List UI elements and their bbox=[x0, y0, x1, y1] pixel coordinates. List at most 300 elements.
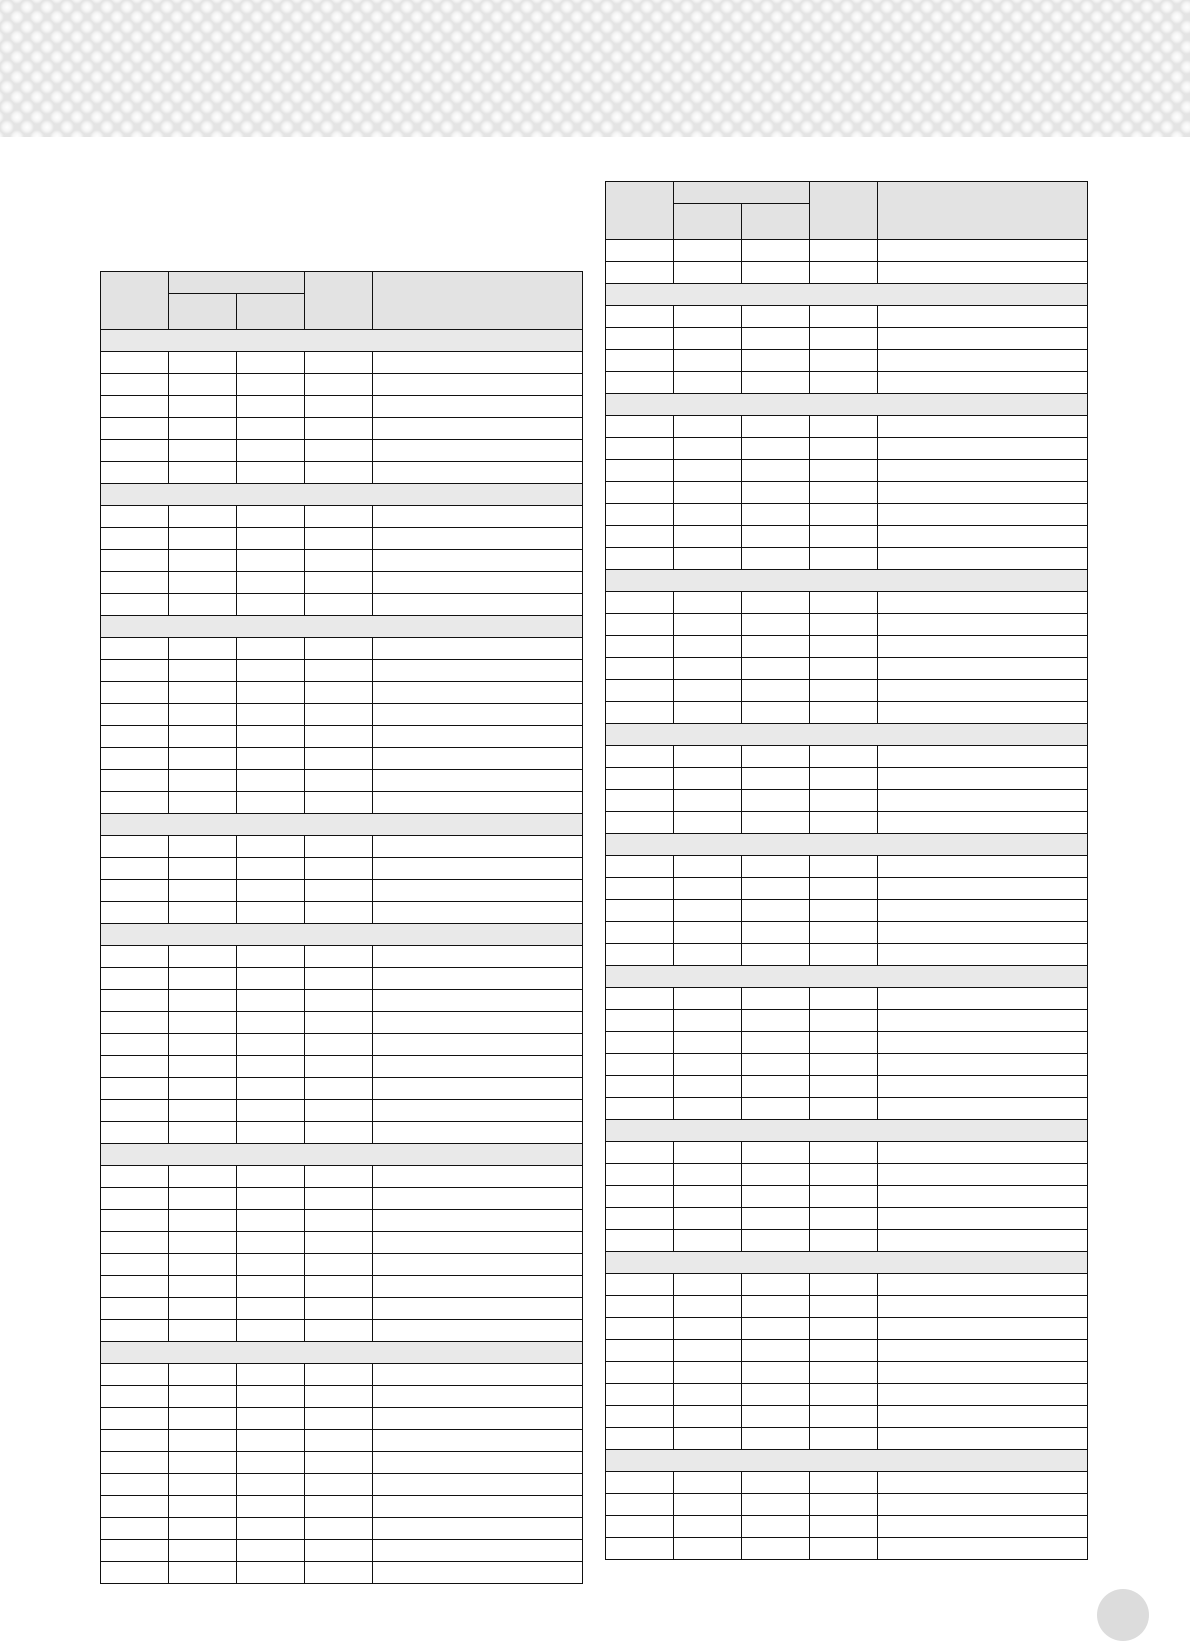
table-cell bbox=[305, 352, 373, 374]
table-cell bbox=[606, 680, 674, 702]
table-cell bbox=[742, 1406, 810, 1428]
category-row bbox=[606, 284, 1088, 306]
table-row bbox=[606, 1340, 1088, 1362]
table-row bbox=[101, 946, 583, 968]
table-row bbox=[606, 1032, 1088, 1054]
table-cell bbox=[169, 858, 237, 880]
table-cell bbox=[674, 438, 742, 460]
table-cell bbox=[674, 658, 742, 680]
table-cell bbox=[169, 660, 237, 682]
table-cell bbox=[810, 922, 878, 944]
table-cell bbox=[674, 1230, 742, 1252]
table-cell bbox=[810, 372, 878, 394]
table-cell bbox=[169, 440, 237, 462]
table-cell bbox=[606, 328, 674, 350]
table-cell bbox=[237, 506, 305, 528]
table-cell bbox=[169, 374, 237, 396]
table-cell bbox=[101, 946, 169, 968]
table-cell bbox=[878, 1208, 1088, 1230]
table-cell bbox=[606, 878, 674, 900]
table-cell bbox=[305, 506, 373, 528]
table-cell bbox=[101, 396, 169, 418]
table-row bbox=[101, 528, 583, 550]
table-cell bbox=[674, 944, 742, 966]
table-cell bbox=[674, 768, 742, 790]
category-row bbox=[606, 966, 1088, 988]
table-cell bbox=[373, 748, 583, 770]
table-cell bbox=[810, 988, 878, 1010]
table-cell bbox=[810, 1340, 878, 1362]
table-cell bbox=[373, 880, 583, 902]
category-cell bbox=[606, 966, 1088, 988]
category-cell bbox=[606, 570, 1088, 592]
table-cell bbox=[810, 944, 878, 966]
category-row bbox=[101, 924, 583, 946]
table-body bbox=[101, 330, 583, 1584]
table-cell bbox=[373, 572, 583, 594]
table-cell bbox=[742, 1516, 810, 1538]
table-cell bbox=[373, 1012, 583, 1034]
category-cell bbox=[606, 284, 1088, 306]
table-cell bbox=[742, 1538, 810, 1560]
table-cell bbox=[101, 528, 169, 550]
table-cell bbox=[674, 702, 742, 724]
table-cell bbox=[878, 1516, 1088, 1538]
table-cell bbox=[606, 1186, 674, 1208]
table-cell bbox=[305, 1188, 373, 1210]
table-cell bbox=[101, 770, 169, 792]
page-number-badge bbox=[1097, 1589, 1149, 1641]
table-cell bbox=[606, 944, 674, 966]
table-row bbox=[606, 856, 1088, 878]
category-row bbox=[606, 394, 1088, 416]
table-row bbox=[101, 1562, 583, 1584]
table-cell bbox=[305, 1078, 373, 1100]
table-cell bbox=[878, 614, 1088, 636]
table-cell bbox=[305, 462, 373, 484]
table-cell bbox=[169, 1496, 237, 1518]
table-cell bbox=[101, 1034, 169, 1056]
table-cell bbox=[606, 636, 674, 658]
table-row bbox=[101, 1078, 583, 1100]
table-cell bbox=[810, 1318, 878, 1340]
table-cell bbox=[810, 482, 878, 504]
table-cell bbox=[101, 880, 169, 902]
table-cell bbox=[742, 482, 810, 504]
table-cell bbox=[169, 1430, 237, 1452]
table-cell bbox=[742, 350, 810, 372]
table-cell bbox=[101, 858, 169, 880]
table-cell bbox=[742, 1494, 810, 1516]
table-cell bbox=[674, 1494, 742, 1516]
table-cell bbox=[674, 988, 742, 1010]
table-cell bbox=[373, 506, 583, 528]
table-cell bbox=[373, 638, 583, 660]
table-cell bbox=[305, 1430, 373, 1452]
parameter-table-left bbox=[100, 271, 583, 1584]
category-cell bbox=[606, 394, 1088, 416]
table-cell bbox=[169, 1232, 237, 1254]
table-cell bbox=[373, 1232, 583, 1254]
table-row bbox=[101, 682, 583, 704]
table-cell bbox=[373, 550, 583, 572]
table-cell bbox=[373, 1386, 583, 1408]
table-cell bbox=[810, 262, 878, 284]
table-cell bbox=[742, 1274, 810, 1296]
table-cell bbox=[305, 858, 373, 880]
table-cell bbox=[373, 1320, 583, 1342]
table-cell bbox=[674, 504, 742, 526]
table-cell bbox=[810, 768, 878, 790]
table-cell bbox=[878, 306, 1088, 328]
table-row bbox=[101, 1034, 583, 1056]
table-cell bbox=[810, 1362, 878, 1384]
table-row bbox=[606, 658, 1088, 680]
table-row bbox=[606, 482, 1088, 504]
table-cell bbox=[674, 900, 742, 922]
table-row bbox=[101, 1100, 583, 1122]
table-cell bbox=[606, 592, 674, 614]
table-row bbox=[606, 1362, 1088, 1384]
category-row bbox=[606, 1120, 1088, 1142]
table-row bbox=[606, 1472, 1088, 1494]
table-cell bbox=[742, 1076, 810, 1098]
table-cell bbox=[373, 704, 583, 726]
table-cell bbox=[878, 702, 1088, 724]
table-cell bbox=[373, 528, 583, 550]
table-cell bbox=[742, 1428, 810, 1450]
table-cell bbox=[742, 1054, 810, 1076]
table-cell bbox=[742, 460, 810, 482]
table-row bbox=[606, 1516, 1088, 1538]
table-cell bbox=[373, 1166, 583, 1188]
table-cell bbox=[878, 240, 1088, 262]
table-cell bbox=[237, 1298, 305, 1320]
table-row bbox=[606, 944, 1088, 966]
table-row bbox=[101, 418, 583, 440]
table-cell bbox=[674, 482, 742, 504]
table-cell bbox=[305, 1408, 373, 1430]
table-cell bbox=[742, 328, 810, 350]
table-cell bbox=[373, 946, 583, 968]
table-cell bbox=[878, 482, 1088, 504]
table-row bbox=[606, 680, 1088, 702]
table-cell bbox=[742, 878, 810, 900]
table-row bbox=[101, 1386, 583, 1408]
table-cell bbox=[373, 836, 583, 858]
table-cell bbox=[810, 812, 878, 834]
table-row bbox=[101, 1298, 583, 1320]
table-cell bbox=[101, 572, 169, 594]
table-cell bbox=[373, 770, 583, 792]
table-row bbox=[101, 748, 583, 770]
table-cell bbox=[878, 1054, 1088, 1076]
table-cell bbox=[742, 1230, 810, 1252]
table-cell bbox=[674, 1384, 742, 1406]
dotted-header-band bbox=[0, 0, 1190, 137]
table-cell bbox=[305, 990, 373, 1012]
table-cell bbox=[373, 1034, 583, 1056]
table-cell bbox=[674, 1032, 742, 1054]
table-cell bbox=[606, 372, 674, 394]
table-cell bbox=[810, 504, 878, 526]
category-cell bbox=[101, 814, 583, 836]
table-cell bbox=[169, 638, 237, 660]
category-row bbox=[606, 1252, 1088, 1274]
table-cell bbox=[237, 748, 305, 770]
table-cell bbox=[373, 1562, 583, 1584]
table-cell bbox=[810, 416, 878, 438]
header-col-5 bbox=[878, 182, 1088, 240]
table-cell bbox=[169, 726, 237, 748]
table-cell bbox=[742, 1164, 810, 1186]
table-cell bbox=[101, 836, 169, 858]
table-cell bbox=[878, 460, 1088, 482]
table-cell bbox=[237, 1254, 305, 1276]
table-cell bbox=[169, 462, 237, 484]
table-cell bbox=[237, 1012, 305, 1034]
table-row bbox=[101, 902, 583, 924]
table-cell bbox=[237, 836, 305, 858]
table-cell bbox=[606, 768, 674, 790]
table-cell bbox=[742, 1098, 810, 1120]
table-cell bbox=[878, 658, 1088, 680]
table-cell bbox=[237, 352, 305, 374]
table-cell bbox=[810, 548, 878, 570]
table-cell bbox=[606, 1142, 674, 1164]
table-cell bbox=[237, 1452, 305, 1474]
table-cell bbox=[674, 790, 742, 812]
table-cell bbox=[742, 1340, 810, 1362]
table-row bbox=[606, 768, 1088, 790]
table-row bbox=[606, 1164, 1088, 1186]
table-cell bbox=[101, 462, 169, 484]
table-row bbox=[101, 1474, 583, 1496]
table-cell bbox=[742, 922, 810, 944]
table-cell bbox=[810, 702, 878, 724]
table-cell bbox=[878, 1186, 1088, 1208]
table-cell bbox=[101, 902, 169, 924]
category-cell bbox=[606, 834, 1088, 856]
table-cell bbox=[606, 438, 674, 460]
table-cell bbox=[373, 1056, 583, 1078]
table-cell bbox=[878, 1296, 1088, 1318]
table-cell bbox=[606, 1472, 674, 1494]
table-cell bbox=[101, 1254, 169, 1276]
table-cell bbox=[237, 1078, 305, 1100]
category-cell bbox=[101, 1342, 583, 1364]
table-cell bbox=[305, 726, 373, 748]
table-row bbox=[101, 1452, 583, 1474]
table-cell bbox=[305, 550, 373, 572]
category-row bbox=[101, 814, 583, 836]
table-cell bbox=[878, 680, 1088, 702]
table-row bbox=[606, 702, 1088, 724]
table-cell bbox=[305, 1518, 373, 1540]
table-cell bbox=[169, 572, 237, 594]
table-cell bbox=[606, 1054, 674, 1076]
table-cell bbox=[606, 900, 674, 922]
table-cell bbox=[101, 1386, 169, 1408]
table-cell bbox=[169, 990, 237, 1012]
table-cell bbox=[606, 658, 674, 680]
table-cell bbox=[169, 1188, 237, 1210]
table-cell bbox=[606, 746, 674, 768]
table-cell bbox=[169, 506, 237, 528]
table-cell bbox=[305, 1254, 373, 1276]
category-row bbox=[101, 1342, 583, 1364]
table-cell bbox=[305, 1166, 373, 1188]
table-cell bbox=[305, 1562, 373, 1584]
table-row bbox=[101, 506, 583, 528]
table-row bbox=[101, 1210, 583, 1232]
category-cell bbox=[101, 1144, 583, 1166]
table-cell bbox=[606, 504, 674, 526]
table-cell bbox=[742, 1010, 810, 1032]
table-cell bbox=[606, 614, 674, 636]
table-cell bbox=[878, 504, 1088, 526]
table-cell bbox=[810, 658, 878, 680]
table-cell bbox=[237, 1518, 305, 1540]
table-cell bbox=[237, 1232, 305, 1254]
table-cell bbox=[373, 1496, 583, 1518]
table-cell bbox=[101, 550, 169, 572]
table-cell bbox=[305, 1276, 373, 1298]
table-row bbox=[606, 504, 1088, 526]
table-cell bbox=[810, 856, 878, 878]
table-cell bbox=[101, 1210, 169, 1232]
table-cell bbox=[305, 880, 373, 902]
table-row bbox=[101, 1320, 583, 1342]
table-row bbox=[606, 988, 1088, 1010]
table-cell bbox=[101, 726, 169, 748]
table-row bbox=[606, 1384, 1088, 1406]
category-row bbox=[101, 616, 583, 638]
table-row bbox=[606, 614, 1088, 636]
table-cell bbox=[237, 418, 305, 440]
table-row bbox=[101, 836, 583, 858]
table-cell bbox=[810, 680, 878, 702]
table-cell bbox=[606, 240, 674, 262]
table-cell bbox=[305, 836, 373, 858]
header-sub-2 bbox=[742, 204, 810, 240]
table-cell bbox=[810, 438, 878, 460]
table-cell bbox=[742, 1296, 810, 1318]
table-cell bbox=[237, 968, 305, 990]
table-row bbox=[606, 1208, 1088, 1230]
table-cell bbox=[606, 1516, 674, 1538]
table-cell bbox=[810, 878, 878, 900]
table-cell bbox=[606, 1340, 674, 1362]
table-cell bbox=[878, 1010, 1088, 1032]
table-cell bbox=[674, 526, 742, 548]
table-cell bbox=[674, 1428, 742, 1450]
table-cell bbox=[606, 1428, 674, 1450]
table-cell bbox=[878, 262, 1088, 284]
table-cell bbox=[101, 1408, 169, 1430]
table-row bbox=[606, 878, 1088, 900]
table-cell bbox=[237, 902, 305, 924]
table-cell bbox=[742, 1186, 810, 1208]
table-cell bbox=[101, 1540, 169, 1562]
table-cell bbox=[810, 1054, 878, 1076]
table-cell bbox=[674, 1142, 742, 1164]
table-cell bbox=[237, 1540, 305, 1562]
table-cell bbox=[606, 1032, 674, 1054]
table-row bbox=[101, 440, 583, 462]
table-cell bbox=[810, 328, 878, 350]
table-row bbox=[101, 1276, 583, 1298]
table-cell bbox=[373, 1430, 583, 1452]
table-cell bbox=[810, 1186, 878, 1208]
table-row bbox=[606, 1538, 1088, 1560]
table-cell bbox=[373, 1276, 583, 1298]
table-cell bbox=[674, 1362, 742, 1384]
table-cell bbox=[237, 1100, 305, 1122]
table-row bbox=[101, 594, 583, 616]
category-cell bbox=[101, 484, 583, 506]
table-cell bbox=[810, 1472, 878, 1494]
table-row bbox=[101, 572, 583, 594]
category-row bbox=[606, 570, 1088, 592]
table-cell bbox=[237, 1562, 305, 1584]
table-cell bbox=[606, 1296, 674, 1318]
table-cell bbox=[373, 1298, 583, 1320]
table-cell bbox=[373, 968, 583, 990]
table-cell bbox=[373, 462, 583, 484]
table-cell bbox=[742, 944, 810, 966]
table-cell bbox=[606, 1164, 674, 1186]
table-cell bbox=[810, 306, 878, 328]
table-cell bbox=[373, 1518, 583, 1540]
table-cell bbox=[878, 1164, 1088, 1186]
table-cell bbox=[742, 900, 810, 922]
table-cell bbox=[237, 858, 305, 880]
table-cell bbox=[237, 1474, 305, 1496]
table-cell bbox=[169, 1562, 237, 1584]
table-cell bbox=[606, 790, 674, 812]
table-cell bbox=[742, 372, 810, 394]
table-cell bbox=[742, 658, 810, 680]
table-cell bbox=[674, 878, 742, 900]
table-cell bbox=[742, 438, 810, 460]
table-cell bbox=[373, 396, 583, 418]
table-cell bbox=[169, 1320, 237, 1342]
table-cell bbox=[169, 1122, 237, 1144]
table-cell bbox=[305, 572, 373, 594]
table-cell bbox=[810, 1208, 878, 1230]
table-row bbox=[101, 550, 583, 572]
table-cell bbox=[606, 526, 674, 548]
table-cell bbox=[878, 1076, 1088, 1098]
table-cell bbox=[674, 1076, 742, 1098]
table-row bbox=[101, 352, 583, 374]
table-cell bbox=[101, 1430, 169, 1452]
table-cell bbox=[742, 812, 810, 834]
table-row bbox=[606, 1186, 1088, 1208]
table-cell bbox=[373, 858, 583, 880]
table-cell bbox=[169, 1474, 237, 1496]
table-row bbox=[606, 526, 1088, 548]
table-cell bbox=[169, 396, 237, 418]
table-cell bbox=[305, 1012, 373, 1034]
table-cell bbox=[810, 636, 878, 658]
table-row bbox=[606, 1406, 1088, 1428]
table-cell bbox=[101, 990, 169, 1012]
table-cell bbox=[742, 1362, 810, 1384]
table-cell bbox=[237, 770, 305, 792]
table-cell bbox=[674, 1098, 742, 1120]
